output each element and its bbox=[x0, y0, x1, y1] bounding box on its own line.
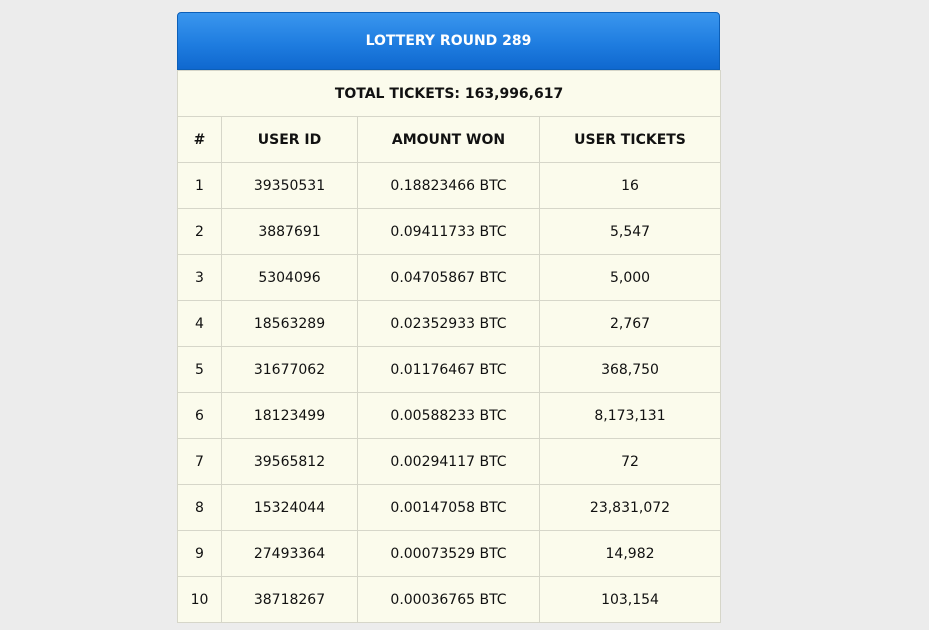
user-tickets-cell: 72 bbox=[540, 439, 721, 485]
rank-cell: 1 bbox=[178, 163, 222, 209]
column-header-user-tickets: USER TICKETS bbox=[540, 117, 721, 163]
lottery-round-header bbox=[177, 12, 720, 70]
user-id-cell: 39350531 bbox=[222, 163, 358, 209]
column-header-amount-won: AMOUNT WON bbox=[358, 117, 540, 163]
user-tickets-cell: 103,154 bbox=[540, 577, 721, 623]
user-id-cell: 38718267 bbox=[222, 577, 358, 623]
column-header-row bbox=[178, 117, 721, 163]
user-tickets-cell: 2,767 bbox=[540, 301, 721, 347]
rank-cell: 3 bbox=[178, 255, 222, 301]
rank-cell: 4 bbox=[178, 301, 222, 347]
user-tickets-cell: 14,982 bbox=[540, 531, 721, 577]
rank-cell: 5 bbox=[178, 347, 222, 393]
table-row bbox=[178, 255, 721, 301]
amount-won-cell: 0.04705867 BTC bbox=[358, 255, 540, 301]
table-row bbox=[178, 347, 721, 393]
amount-won-cell: 0.00036765 BTC bbox=[358, 577, 540, 623]
user-tickets-cell: 16 bbox=[540, 163, 721, 209]
table-row bbox=[178, 531, 721, 577]
table-row bbox=[178, 577, 721, 623]
table-row bbox=[178, 163, 721, 209]
user-tickets-cell: 5,547 bbox=[540, 209, 721, 255]
rank-cell: 10 bbox=[178, 577, 222, 623]
user-tickets-cell: 23,831,072 bbox=[540, 485, 721, 531]
amount-won-cell: 0.02352933 BTC bbox=[358, 301, 540, 347]
user-id-cell: 3887691 bbox=[222, 209, 358, 255]
table-row bbox=[178, 485, 721, 531]
user-tickets-cell: 5,000 bbox=[540, 255, 721, 301]
user-id-cell: 15324044 bbox=[222, 485, 358, 531]
amount-won-cell: 0.09411733 BTC bbox=[358, 209, 540, 255]
lottery-round-title: LOTTERY ROUND 289 bbox=[365, 33, 532, 49]
user-id-cell: 5304096 bbox=[222, 255, 358, 301]
table-row bbox=[178, 209, 721, 255]
amount-won-cell: 0.00294117 BTC bbox=[358, 439, 540, 485]
column-header-rank: # bbox=[178, 117, 222, 163]
user-id-cell: 31677062 bbox=[222, 347, 358, 393]
column-header-user-id: USER ID bbox=[222, 117, 358, 163]
user-id-cell: 18123499 bbox=[222, 393, 358, 439]
lottery-results-table bbox=[177, 70, 721, 623]
lottery-table-body bbox=[178, 71, 721, 623]
lottery-results-panel bbox=[177, 12, 720, 623]
total-tickets-cell: TOTAL TICKETS: 163,996,617 bbox=[178, 71, 721, 117]
user-id-cell: 27493364 bbox=[222, 531, 358, 577]
rank-cell: 8 bbox=[178, 485, 222, 531]
table-row bbox=[178, 439, 721, 485]
total-tickets-row bbox=[178, 71, 721, 117]
rank-cell: 7 bbox=[178, 439, 222, 485]
table-row bbox=[178, 393, 721, 439]
user-id-cell: 39565812 bbox=[222, 439, 358, 485]
user-tickets-cell: 368,750 bbox=[540, 347, 721, 393]
table-row bbox=[178, 301, 721, 347]
amount-won-cell: 0.18823466 BTC bbox=[358, 163, 540, 209]
user-id-cell: 18563289 bbox=[222, 301, 358, 347]
rank-cell: 6 bbox=[178, 393, 222, 439]
amount-won-cell: 0.01176467 BTC bbox=[358, 347, 540, 393]
rank-cell: 9 bbox=[178, 531, 222, 577]
amount-won-cell: 0.00588233 BTC bbox=[358, 393, 540, 439]
rank-cell: 2 bbox=[178, 209, 222, 255]
amount-won-cell: 0.00147058 BTC bbox=[358, 485, 540, 531]
user-tickets-cell: 8,173,131 bbox=[540, 393, 721, 439]
amount-won-cell: 0.00073529 BTC bbox=[358, 531, 540, 577]
